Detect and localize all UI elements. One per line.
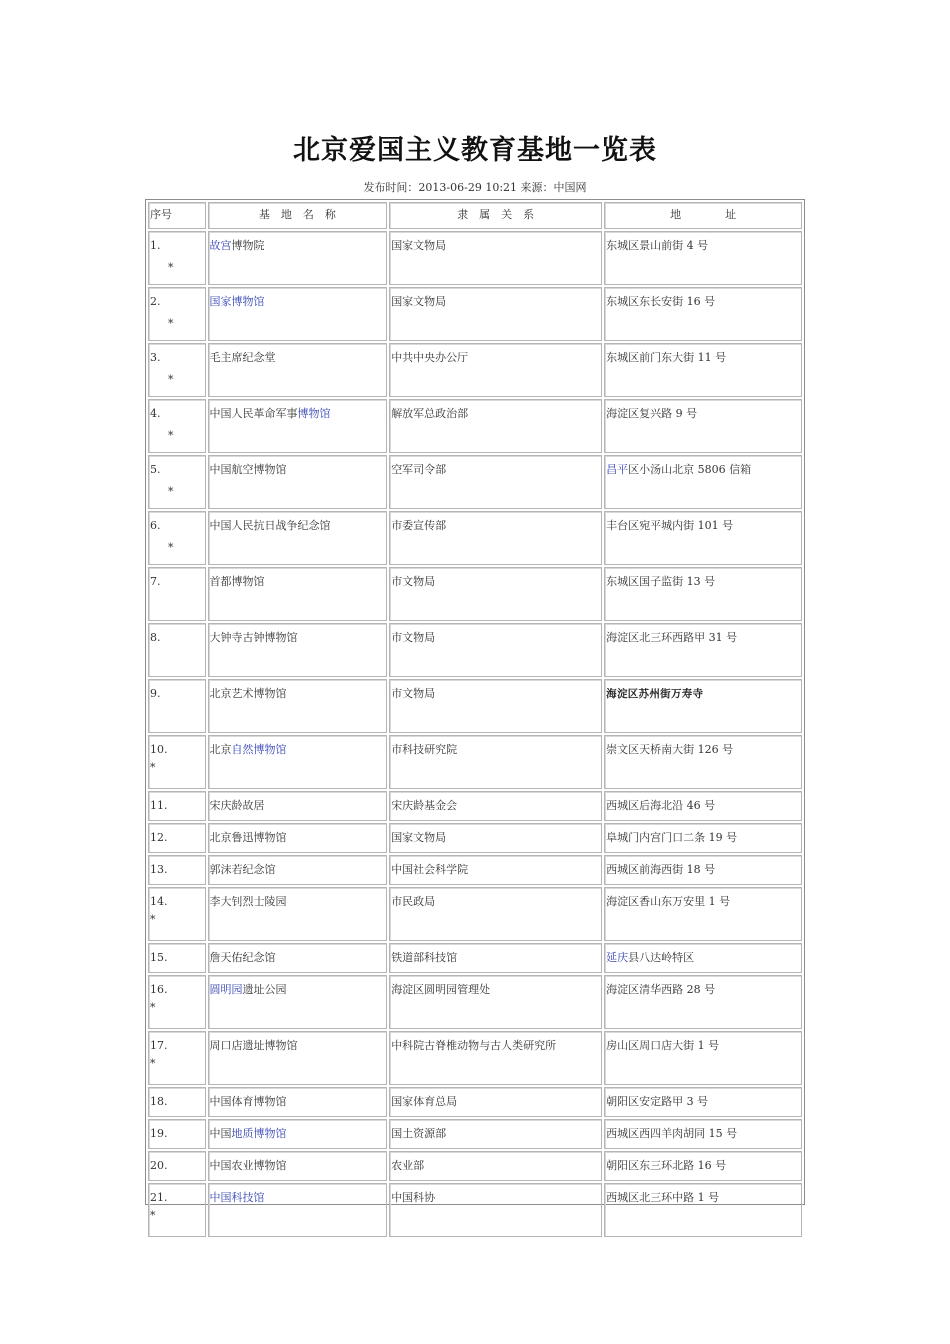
affiliation-text: 市文物局: [391, 575, 436, 588]
cell-affiliation: [389, 231, 602, 285]
cell-affiliation: [389, 679, 602, 733]
affiliation-text: 市民政局: [391, 895, 436, 908]
serial-number: 13.: [150, 863, 168, 876]
table-row: [148, 399, 802, 453]
star-mark: *: [168, 261, 174, 274]
affiliation-text: 中共中央办公厅: [391, 351, 469, 364]
cell-base-name: [208, 623, 388, 677]
header-address: 地 址: [604, 202, 802, 229]
serial-number: 20.: [150, 1159, 168, 1172]
affiliation-text: 空军司令部: [391, 463, 447, 476]
affiliation-text: 市文物局: [391, 687, 436, 700]
serial-number: 12.: [150, 831, 168, 844]
serial-number: 9.: [150, 687, 161, 700]
table-row: [148, 343, 802, 397]
affiliation-text: 国家文物局: [391, 239, 447, 252]
cell-affiliation: [389, 567, 602, 621]
cell-address: [604, 943, 802, 973]
table-row: [148, 943, 802, 973]
table-row: [148, 791, 802, 821]
address-text: 县八达岭特区: [628, 951, 695, 964]
cell-base-name: [208, 455, 388, 509]
table-row: [148, 679, 802, 733]
cell-address: [604, 455, 802, 509]
cell-base-name: [208, 1151, 388, 1181]
table-row: [148, 455, 802, 509]
cell-serial: [148, 975, 206, 1029]
cell-affiliation: [389, 511, 602, 565]
name-text: 大钟寺古钟博物馆: [209, 631, 298, 644]
cell-affiliation: [389, 1151, 602, 1181]
address-text: 东城区前门东大街 11 号: [606, 351, 727, 364]
cell-affiliation: [389, 823, 602, 853]
serial-number: 18.: [150, 1095, 168, 1108]
name-text: 周口店遗址博物馆: [209, 1039, 298, 1052]
affiliation-text: 市委宣传部: [391, 519, 447, 532]
serial-number: 7.: [150, 575, 161, 588]
name-text: 李大钊烈士陵园: [209, 895, 287, 908]
serial-number: 16.: [150, 983, 168, 996]
cell-address: [604, 1183, 802, 1237]
cell-serial: [148, 1087, 206, 1117]
cell-address: [604, 823, 802, 853]
table-row: [148, 823, 802, 853]
affiliation-text: 解放军总政治部: [391, 407, 469, 420]
cell-serial: [148, 231, 206, 285]
table-row: [148, 231, 802, 285]
cell-base-name: [208, 943, 388, 973]
serial-number: 5.: [150, 463, 161, 476]
publish-info: 发布时间：2013-06-29 10:21 来源：中国网: [363, 181, 587, 194]
address-text: 东城区景山前街 4 号: [606, 239, 709, 252]
cell-base-name: [208, 511, 388, 565]
cell-affiliation: [389, 975, 602, 1029]
address-text: 房山区周口店大街 1 号: [606, 1039, 720, 1052]
serial-number: 8.: [150, 631, 161, 644]
page-title: 北京爱国主义教育基地一览表: [293, 135, 657, 166]
cell-serial: [148, 567, 206, 621]
star-mark: *: [168, 485, 174, 498]
address-text: 东城区国子监街 13 号: [606, 575, 716, 588]
cell-affiliation: [389, 1183, 602, 1237]
serial-number: 14.: [150, 895, 168, 908]
name-text: 毛主席纪念堂: [209, 351, 276, 364]
table-row: [148, 1031, 802, 1085]
cell-base-name: [208, 399, 388, 453]
table-header-row: [148, 202, 802, 229]
affiliation-text: 中国科协: [391, 1191, 436, 1204]
table-row: [148, 1151, 802, 1181]
address-link[interactable]: 昌平: [606, 463, 629, 476]
name-link[interactable]: 故宫: [209, 239, 232, 252]
serial-number: 17.: [150, 1039, 168, 1052]
address-text: 朝阳区安定路甲 3 号: [606, 1095, 709, 1108]
cell-address: [604, 567, 802, 621]
cell-address: [604, 975, 802, 1029]
cell-base-name: [208, 1087, 388, 1117]
cell-base-name: [208, 1183, 388, 1237]
affiliation-text: 市科技研究院: [391, 743, 458, 756]
cell-base-name: [208, 855, 388, 885]
cell-affiliation: [389, 735, 602, 789]
name-text: 首都博物馆: [209, 575, 265, 588]
name-text: 中国: [209, 1127, 232, 1140]
name-text: 中国人民革命军事: [209, 407, 298, 420]
cell-affiliation: [389, 1031, 602, 1085]
name-text: 郭沫若纪念馆: [209, 863, 276, 876]
affiliation-text: 农业部: [391, 1159, 425, 1172]
header-name: 基 地 名 称: [208, 202, 388, 229]
cell-address: [604, 1151, 802, 1181]
cell-affiliation: [389, 343, 602, 397]
address-text: 丰台区宛平城内街 101 号: [606, 519, 734, 532]
star-mark: *: [168, 317, 174, 330]
cell-base-name: [208, 567, 388, 621]
address-text: 东城区东长安街 16 号: [606, 295, 716, 308]
name-text: 中国航空博物馆: [209, 463, 287, 476]
address-text: 西城区北三环中路 1 号: [606, 1191, 720, 1204]
cell-address: [604, 735, 802, 789]
cell-serial: [148, 823, 206, 853]
cell-serial: [148, 623, 206, 677]
address-text: 崇文区天桥南大街 126 号: [606, 743, 734, 756]
serial-number: 2.: [150, 295, 161, 308]
header-affiliation: 隶 属 关 系: [389, 202, 602, 229]
name-text: 博物院: [231, 239, 265, 252]
serial-number: 21.: [150, 1191, 168, 1204]
star-mark: *: [150, 1001, 156, 1014]
address-text: 西城区前海西街 18 号: [606, 863, 716, 876]
star-mark: *: [150, 761, 156, 774]
name-link[interactable]: 圆明园: [209, 983, 243, 996]
affiliation-text: 海淀区圆明园管理处: [391, 983, 491, 996]
table-body: [148, 202, 802, 1237]
cell-affiliation: [389, 623, 602, 677]
star-mark: *: [150, 913, 156, 926]
cell-address: [604, 887, 802, 941]
table-row: [148, 287, 802, 341]
serial-number: 11.: [150, 799, 168, 812]
cell-address: [604, 343, 802, 397]
table-row: [148, 1183, 802, 1237]
name-link[interactable]: 中国科技馆: [209, 1191, 265, 1204]
name-text: 中国农业博物馆: [209, 1159, 287, 1172]
affiliation-text: 国家文物局: [391, 831, 447, 844]
cell-base-name: [208, 791, 388, 821]
name-text: 北京鲁迅博物馆: [209, 831, 287, 844]
cell-serial: [148, 1151, 206, 1181]
cell-address: [604, 679, 802, 733]
cell-base-name: [208, 1119, 388, 1149]
table-row: [148, 735, 802, 789]
star-mark: *: [168, 373, 174, 386]
serial-number: 1.: [150, 239, 161, 252]
table-row: [148, 1119, 802, 1149]
cell-address: [604, 1031, 802, 1085]
address-text: 阜城门内宫门口二条 19 号: [606, 831, 738, 844]
affiliation-text: 市文物局: [391, 631, 436, 644]
cell-base-name: [208, 231, 388, 285]
cell-serial: [148, 735, 206, 789]
cell-address: [604, 1087, 802, 1117]
table-row: [148, 567, 802, 621]
cell-base-name: [208, 823, 388, 853]
affiliation-text: 铁道部科技馆: [391, 951, 458, 964]
address-text: 朝阳区东三环北路 16 号: [606, 1159, 727, 1172]
name-link[interactable]: 地质博物馆: [231, 1127, 287, 1140]
name-text: 中国人民抗日战争纪念馆: [209, 519, 331, 532]
address-text: 西城区西四羊肉胡同 15 号: [606, 1127, 738, 1140]
serial-number: 4.: [150, 407, 161, 420]
affiliation-text: 中科院古脊椎动物与古人类研究所: [391, 1039, 557, 1052]
header-serial: 序号: [148, 202, 206, 229]
affiliation-text: 中国社会科学院: [391, 863, 469, 876]
cell-serial: [148, 1119, 206, 1149]
cell-affiliation: [389, 887, 602, 941]
name-text: 遗址公园: [242, 983, 287, 996]
name-text: 宋庆龄故居: [209, 799, 265, 812]
star-mark: *: [150, 1209, 156, 1222]
cell-base-name: [208, 735, 388, 789]
address-text: 海淀区香山东万安里 1 号: [606, 895, 731, 908]
star-mark: *: [168, 429, 174, 442]
cell-address: [604, 287, 802, 341]
cell-base-name: [208, 287, 388, 341]
cell-serial: [148, 343, 206, 397]
serial-number: 3.: [150, 351, 161, 364]
affiliation-text: 国家文物局: [391, 295, 447, 308]
address-text: 海淀区苏州街万寿寺: [606, 688, 704, 700]
cell-serial: [148, 855, 206, 885]
cell-serial: [148, 791, 206, 821]
cell-affiliation: [389, 943, 602, 973]
cell-base-name: [208, 1031, 388, 1085]
affiliation-text: 国家体育总局: [391, 1095, 458, 1108]
cell-serial: [148, 399, 206, 453]
cell-serial: [148, 887, 206, 941]
cell-address: [604, 855, 802, 885]
cell-serial: [148, 1183, 206, 1237]
cell-affiliation: [389, 1119, 602, 1149]
cell-base-name: [208, 975, 388, 1029]
cell-address: [604, 511, 802, 565]
cell-serial: [148, 1031, 206, 1085]
serial-number: 6.: [150, 519, 161, 532]
address-text: 海淀区复兴路 9 号: [606, 407, 698, 420]
serial-number: 10.: [150, 743, 168, 756]
cell-affiliation: [389, 287, 602, 341]
cell-serial: [148, 679, 206, 733]
base-table: [145, 199, 805, 1222]
name-text: 北京艺术博物馆: [209, 687, 287, 700]
cell-serial: [148, 943, 206, 973]
cell-base-name: [208, 887, 388, 941]
address-text: 区小汤山北京 5806 信箱: [628, 463, 752, 476]
name-text: 詹天佑纪念馆: [209, 951, 276, 964]
cell-address: [604, 399, 802, 453]
table-row: [148, 855, 802, 885]
table-row: [148, 975, 802, 1029]
star-mark: *: [150, 1057, 156, 1070]
cell-address: [604, 791, 802, 821]
table-row: [148, 1087, 802, 1117]
address-text: 西城区后海北沿 46 号: [606, 799, 716, 812]
table-row: [148, 887, 802, 941]
name-text: 北京: [209, 743, 232, 756]
address-link[interactable]: 延庆: [606, 951, 629, 964]
cell-affiliation: [389, 855, 602, 885]
cell-affiliation: [389, 791, 602, 821]
table-row: [148, 511, 802, 565]
star-mark: *: [168, 541, 174, 554]
cell-base-name: [208, 343, 388, 397]
address-text: 海淀区清华西路 28 号: [606, 983, 716, 996]
serial-number: 19.: [150, 1127, 168, 1140]
name-link[interactable]: 自然博物馆: [231, 743, 287, 756]
table-row: [148, 623, 802, 677]
cell-affiliation: [389, 399, 602, 453]
cell-affiliation: [389, 455, 602, 509]
name-text: 中国体育博物馆: [209, 1095, 287, 1108]
serial-number: 15.: [150, 951, 168, 964]
affiliation-text: 宋庆龄基金会: [391, 799, 458, 812]
cell-address: [604, 1119, 802, 1149]
affiliation-text: 国土资源部: [391, 1127, 447, 1140]
cell-serial: [148, 511, 206, 565]
cell-serial: [148, 455, 206, 509]
cell-address: [604, 623, 802, 677]
address-text: 海淀区北三环西路甲 31 号: [606, 631, 738, 644]
cell-address: [604, 231, 802, 285]
cell-serial: [148, 287, 206, 341]
name-link[interactable]: 博物馆: [297, 407, 331, 420]
cell-base-name: [208, 679, 388, 733]
name-link[interactable]: 国家博物馆: [209, 295, 265, 308]
cell-affiliation: [389, 1087, 602, 1117]
